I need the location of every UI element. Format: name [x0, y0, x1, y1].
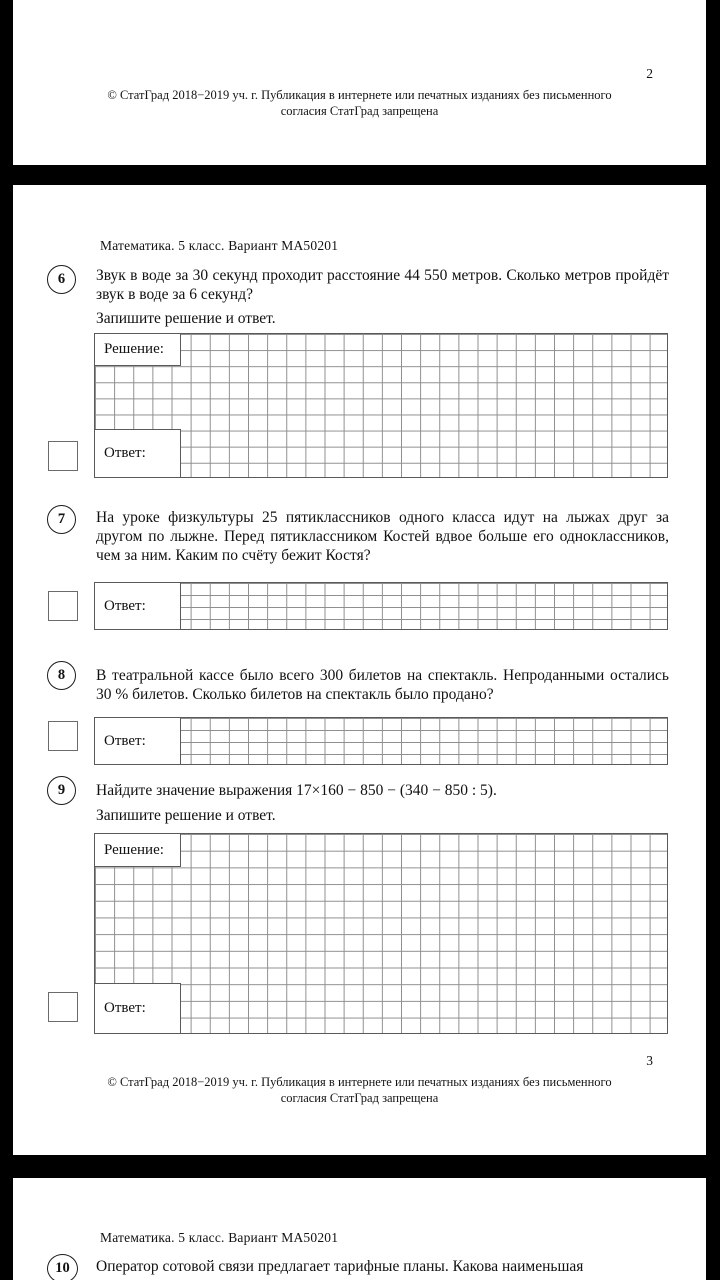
page-separator	[0, 165, 720, 185]
page-3-copyright	[13, 1074, 706, 1106]
problem-6-text: Звук в воде за 30 секунд проходит расстояние 44 550 метров. Сколько метров пройдёт звук в воде за 6 секунд?	[96, 267, 669, 304]
page-4	[13, 1178, 706, 1280]
problem-6-worksheet-grid	[94, 333, 668, 478]
copyright-line-1: © СтатГрад 2018−2019 уч. г. Публикация в интернете или печатных изданиях без письменного	[107, 1075, 612, 1089]
copyright-line-2: согласия СтатГрад запрещена	[280, 104, 439, 118]
problem-6-number-badge: 6	[47, 265, 76, 294]
problem-8-score-box	[48, 721, 78, 751]
problem-9-note: Запишите решение и ответ.	[96, 807, 276, 824]
problem-6-note: Запишите решение и ответ.	[96, 310, 276, 327]
copyright-line-2: согласия СтатГрад запрещена	[280, 1091, 439, 1105]
answer-label: Ответ:	[95, 583, 181, 629]
problem-9-worksheet-grid	[94, 833, 668, 1034]
page-2-number: 2	[646, 66, 653, 81]
answer-label: Ответ:	[95, 718, 181, 764]
problem-9-score-box	[48, 992, 78, 1022]
answer-label: Ответ:	[95, 983, 181, 1033]
problem-7-score-box	[48, 591, 78, 621]
copyright-line-1: © СтатГрад 2018−2019 уч. г. Публикация в интернете или печатных изданиях без письменного	[107, 88, 612, 102]
page-3-header: Математика. 5 класс. Вариант МА50201	[100, 238, 339, 253]
problem-8-text: В театральной кассе было всего 300 билетов на спектакль. Непроданными остались 30 % билетов. Сколько билетов на спектакль было продано?	[96, 667, 669, 704]
problem-9-number-badge: 9	[47, 776, 76, 805]
problem-7-number-badge: 7	[47, 505, 76, 534]
page-3-number: 3	[646, 1053, 653, 1068]
page-2-copyright	[13, 87, 706, 119]
solution-label: Решение:	[95, 834, 181, 867]
page-separator	[0, 1155, 720, 1178]
page-3	[13, 185, 706, 1155]
problem-6-score-box	[48, 441, 78, 471]
page-2	[13, 0, 706, 165]
problem-8-number-badge: 8	[47, 661, 76, 690]
solution-label: Решение:	[95, 334, 181, 366]
answer-label: Ответ:	[95, 429, 181, 477]
problem-7-answer-grid	[94, 582, 668, 630]
page-4-header: Математика. 5 класс. Вариант МА50201	[100, 1230, 339, 1245]
problem-8-answer-grid	[94, 717, 668, 765]
problem-10-text: Оператор сотовой связи предлагает тарифные планы. Какова наименьшая	[96, 1258, 584, 1275]
problem-10-number-badge: 10	[47, 1254, 78, 1280]
problem-7-text: На уроке физкультуры 25 пятиклассников одного класса идут на лыжах друг за другом по лыжне. Перед пятиклассником Костей вдвое больше его одноклассников, чем за ним. Каким по счёту бежит Костя?	[96, 509, 669, 565]
problem-9-text: Найдите значение выражения 17×160 − 850 − (340 − 850 : 5).	[96, 782, 497, 799]
